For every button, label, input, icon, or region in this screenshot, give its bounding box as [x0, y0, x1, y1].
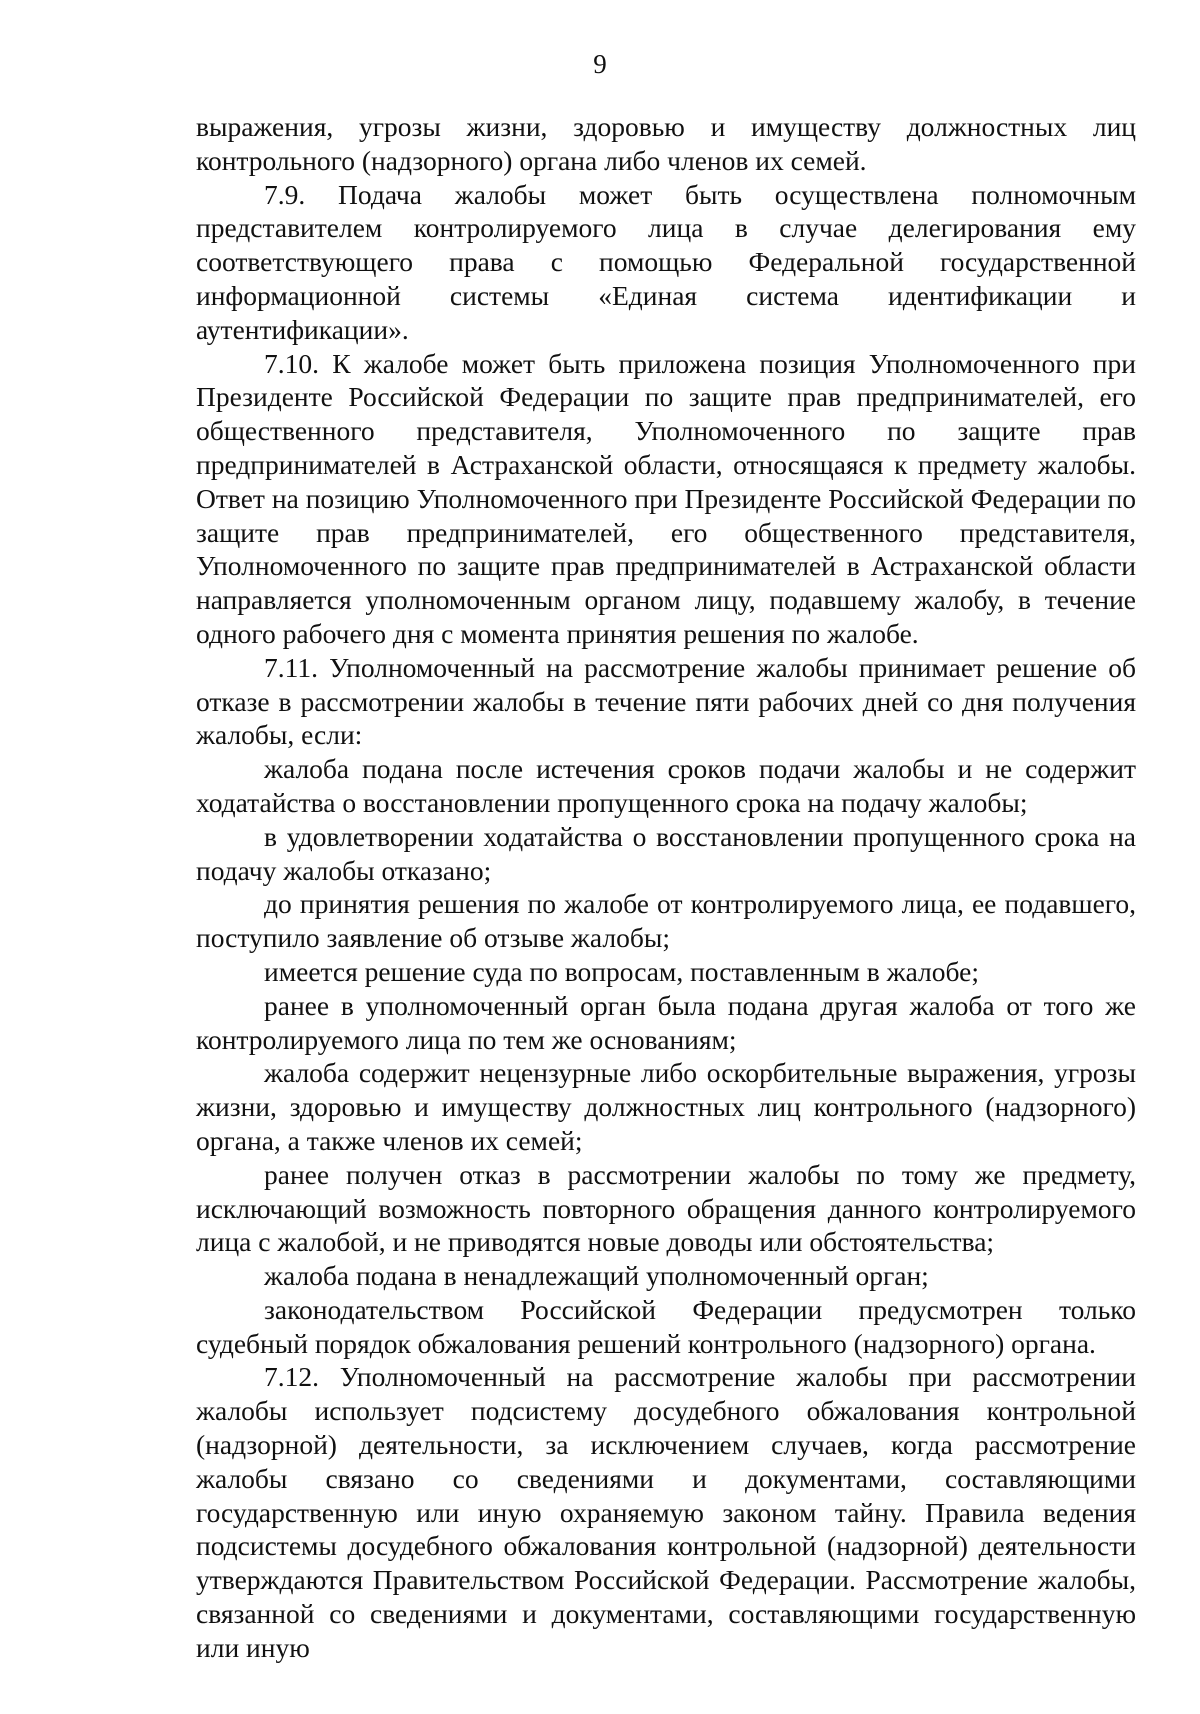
list-item-duplicate-complaint: ранее в уполномоченный орган была подана другая жалоба от того же контролируемого лица по тем же основаниям; [196, 989, 1136, 1055]
list-item-court-decision: имеется решение суда по вопросам, поставленным в жалобе; [264, 955, 979, 987]
list-item-offensive-language: жалоба содержит нецензурные либо оскорбительные выражения, угрозы жизни, здоровью и имуществу должностных лиц контрольного (надзорного) органа, а также членов их семей; [196, 1057, 1136, 1156]
list-item-petition-denied: в удовлетворении ходатайства о восстановлении пропущенного срока на подачу жалобы отказано; [196, 820, 1136, 886]
page-number: 9 [593, 49, 607, 79]
paragraph-7-10: 7.10. К жалобе может быть приложена позиция Уполномоченного при Президенте Российской Федерации по защите прав предпринимателей, его общественного представителя, Уполномоченного по защите прав предпринимателей в Астраханской области, относящаяся к предмету жалобы. Ответ на позицию Уполномоченного при Президенте Российской Федерации по защите прав предпринимателей, его общественного представителя, Уполномоченного по защите прав предпринимателей в Астраханской области направляется уполномоченным органом лицу, подавшему жалобу, в течение одного рабочего дня с момента принятия решения по жалобе. [196, 347, 1136, 649]
paragraph-continuation: выражения, угрозы жизни, здоровью и имуществу должностных лиц контрольного (надзорного) органа либо членов их семей. [196, 111, 1136, 176]
paragraph-7-12: 7.12. Уполномоченный на рассмотрение жалобы при рассмотрении жалобы использует подсистему досудебного обжалования контрольной (надзорной) деятельности, за исключением случаев, когда рассмотрение жалобы связано со сведениями и документами, составляющими государственную или иную охраняемую законом тайну. Правила ведения подсистемы досудебного обжалования контрольной (надзорной) деятельности утверждаются Правительством Российской Федерации. Рассмотрение жалобы, связанной со сведениями и документами, составляющими государственную или иную [196, 1361, 1136, 1663]
list-item-judicial-only: законодательством Российской Федерации предусмотрен только судебный порядок обжалования решений контрольного (надзорного) органа. [196, 1293, 1136, 1359]
paragraph-7-9: 7.9. Подача жалобы может быть осуществлена полномочным представителем контролируемого лица в случае делегирования ему соответствующего права с помощью Федеральной государственной информационной системы «Единая система идентификации и аутентификации». [196, 178, 1136, 345]
list-item-deadline-missed: жалоба подана после истечения сроков подачи жалобы и не содержит ходатайства о восстановлении пропущенного срока на подачу жалобы; [196, 753, 1136, 818]
paragraph-7-11: 7.11. Уполномоченный на рассмотрение жалобы принимает решение об отказе в рассмотрении жалобы в течение пяти рабочих дней со дня получения жалобы, если: [196, 651, 1136, 751]
list-item-wrong-authority: жалоба подана в ненадлежащий уполномоченный орган; [264, 1260, 929, 1292]
document-body [196, 110, 1136, 1665]
list-item-prior-refusal: ранее получен отказ в рассмотрении жалобы по тому же предмету, исключающий возможность повторного обращения данного контролируемого лица с жалобой, и не приводятся новые доводы или обстоятельства; [196, 1158, 1136, 1258]
list-item-withdrawal: до принятия решения по жалобе от контролируемого лица, ее подавшего, поступило заявление об отзыве жалобы; [196, 888, 1136, 954]
